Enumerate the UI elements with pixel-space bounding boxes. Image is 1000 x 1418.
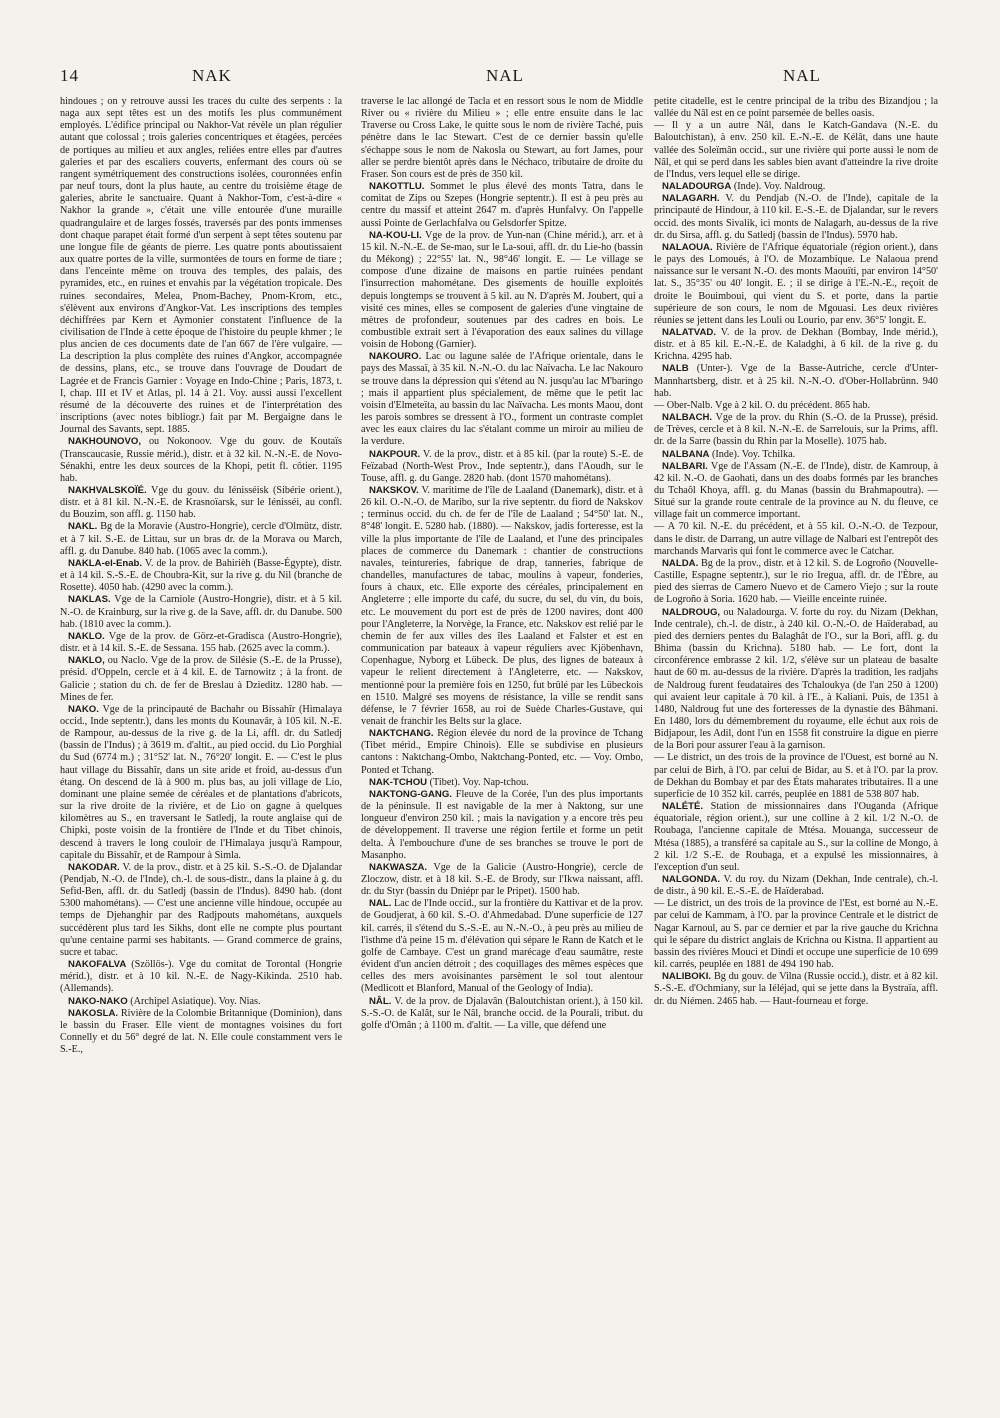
- entry-text: V. de la prov., distr. et à 25 kil. S.-S.-O. de Djalandar (Pendjab, N.-O. de l'Inde), ch.-l. de sous-distr., dans la plaine à g. du Sefid-Ben, affl. dr. du Satledj (bassin de l'Indus). 8490 hab. (dont 5300 mahométans). — C'est une ancienne ville hindoue, occupée au temps de Djehanghir par des Radjpouts mahométans, auxquels succédèrent plus tard les Sikhs, dont elle ne compte plus pourtant qu'une centaine parmi ses habitants. — Grand commerce de grains, sucre et tabac.: [60, 861, 342, 958]
- dictionary-entry: [654, 181, 938, 193]
- entry-headword: NAKO.: [68, 703, 99, 715]
- entry-headword: NALATVAD.: [662, 326, 717, 338]
- entry-text: V. de la prov. de Bahirièh (Basse-Égypte), distr. et à 14 kil. S.-S.-E. de Choubra-Kit, sur la rive g. du Nil (branche de Rosette). 4050 hab. (4290 avec la comm.).: [60, 557, 342, 594]
- dictionary-entry: [361, 96, 643, 181]
- entry-text: Vge de la prov. de Yun-nan (Chine mérid.), arr. et à 15 kil. N.-N.-E. de Se-mao, sur le La-soui, affl. dr. du Lie-ho (bassin du Mékong) ; 22°55' lat. N., 98°46' longit. E. — Le village se compose d'une dizaine de maisons en partie ruinées pendant l'insurrection mahométane. Des gisements de houille exploités depuis longtemps se trouvent à 5 kil. au N. D'après M. Joubert, qui a visité ces mines, elles se composent de galeries d'une vingtaine de mètres de profondeur, soutenues par des cadres en bois. Le combustible extrait sert à l'évaporation des eaux salines du village voisin de Hobong (Garnier).: [361, 229, 643, 351]
- entry-text: Vge de la prov. du Rhin (S.-O. de la Prusse), présid. de Trèves, cercle et à 8 kil. N.-N.-E. de Sarrelouis, sur la Prims, affl. dr. de la Sarre (bassin du Rhin par la Moselle). 1075 hab.: [654, 412, 938, 448]
- dictionary-entry: [361, 777, 643, 789]
- dictionary-entry: [361, 862, 643, 898]
- entry-text: V. de la prov. de Dekhan (Bombay, Inde mérid.), distr. et à 85 kil. E.-N.-E. de Kaladghi, à 6 kil. de la rive g. du Krichna. 4295 hab.: [654, 326, 938, 363]
- running-head-center: NAL: [486, 66, 524, 85]
- entry-text: (Inde). Voy. Naldroug.: [733, 181, 826, 193]
- dictionary-entry: [60, 996, 342, 1008]
- entry-headword: NAKODAR.: [68, 861, 120, 873]
- entry-headword: NAKLO,: [68, 655, 105, 667]
- dictionary-entry: [654, 193, 938, 242]
- entry-text: V. de la prov. de Djalavân (Baloutchistan orient.), à 150 kil. S.-S.-O. de Kalât, sur le Nâl, branche occid. de la Pourali, tribut. du golfe d'Omân ; à 1100 m. d'altit. — La ville, que défend une: [361, 995, 643, 1031]
- entry-text: ou Nokonoov. Vge du gouv. de Koutaïs (Transcaucasie, Russie mérid.), distr. et à 32 kil. N.-N.-E. de Novo-Sénakhi, entre les deux sources de la Khopi, petit fl. côtier. 1195 hab.: [60, 436, 342, 484]
- dictionary-entry: [60, 655, 342, 704]
- dictionary-entry: [654, 242, 938, 327]
- entry-headword: NAKLO.: [68, 630, 105, 642]
- entry-text: Lac de l'Inde occid., sur la frontière du Kattivar et de la prov. de Goudjerat, à 60 kil. S.-O. d'Ahmedabad. D'une superficie de 127 kil. carrés, il s'étend du S.-S.-E. au N.-N.-O., à peu près au milieu de l'isthme d'à peine 15 m. d'élévation qui sépare le Rann de Katch et le golfe de Cambaye. C'est un grand marécage d'eau saumâtre, reste évident d'un ancien détroit ; des coquillages des mêmes espèces que celles des mers avoisinantes parsèment le sol tout alentour (Medlicott et Blanford, Manual of the Geology of India).: [361, 898, 643, 995]
- dictionary-entry: [60, 521, 342, 557]
- text-column-2: [361, 96, 643, 1408]
- entry-headword: NÂL.: [369, 995, 392, 1007]
- entry-text: — Il y a un autre Nâl, dans le Katch-Gandava (N.-E. du Baloutchistan), à env. 250 kil. E.-N.-E. de Kélât, dans une haute vallée des Soleïmân occid., sur une rivière qui porte aussi le nom de Nâl, et qui se perd dans les sables bien avant d'atteindre la rive droite de l'Indus, vers lequel elle se dirige.: [654, 120, 938, 180]
- dictionary-entry: [654, 898, 938, 971]
- dictionary-entry: [654, 752, 938, 801]
- entry-headword: NALIBOKI.: [662, 971, 712, 983]
- entry-headword: NALBACH.: [662, 412, 713, 424]
- entry-headword: NALDROUG,: [662, 606, 721, 618]
- entry-headword: NA-KOU-LI.: [369, 229, 422, 241]
- entry-headword: NAKOURO.: [369, 351, 422, 363]
- dictionary-entry: [654, 120, 938, 181]
- entry-headword: NAKHVALSKOÏÉ.: [68, 485, 147, 496]
- dictionary-entry: [654, 558, 938, 607]
- dictionary-entry: [654, 801, 938, 874]
- entry-text: — Le district, un des trois de la province de l'Est, est borné au N.-E. par celui de Kammam, à l'O. par la province Centrale et le district de Nagar Karnoul, au S. par ce dernier et par la rive gauche du Krichna qui le sépare du district anglais de Krichna ou Kistna. Il appartient au bassin des rivières Mouci et Dindi et occupe une superficie de 10 699 kil. carrés, peuplée en 1881 de 494 190 hab.: [654, 898, 938, 971]
- entry-headword: NAKLAS.: [68, 594, 111, 606]
- dictionary-entry: [654, 96, 938, 120]
- entry-text: Rivière de la Colombie Britannique (Dominion), dans le bassin du Fraser. Elle vient de montagnes voisines du fort Connelly et du 56° degré de lat. N. Elle coule constamment vers le S.-E.,: [60, 1007, 342, 1056]
- entry-text: (Tibet). Voy. Nap-tchou.: [429, 776, 529, 788]
- entry-headword: NAKO-NAKO: [68, 995, 128, 1007]
- entry-text: — Le district, un des trois de la province de l'Ouest, est borné au N. par celui de Birh, à l'O. par celui de Bidar, au S. et à l'O. par la prov. de Dekhan du Bombay et par des États maharates tributaires. Il a une superficie de 10 352 kil. carrés, peuplée en 1881 de 538 807 hab.: [654, 752, 938, 800]
- entry-text: traverse le lac allongé de Tacla et en ressort sous le nom de Middle River ou « rivière du Milieu » ; elle entre ensuite dans le lac Traverse ou Cross Lake, le quitte sous le nom de rivière Taché, puis pénètre dans le lac Stewart. C'est de ce dernier bassin qu'elle s'échappe sous le nom de Nakosla ou Stewart, au fort James, pour aller se perdre bientôt après dans le Néchaco, tributaire de droite du Fraser. Son cours est de près de 350 kil.: [361, 96, 643, 180]
- dictionary-entry: [60, 594, 342, 630]
- dictionary-entry: [654, 874, 938, 898]
- entry-headword: NAL.: [369, 898, 392, 910]
- entry-headword: NALBARI.: [662, 460, 708, 472]
- entry-text: Rivière de l'Afrique équatoriale (région orient.), dans le pays des Lomoués, à l'O. de Mozambique. Le Nalaoua prend naissance sur le versant N.-O. des monts Maouïti, par environ 14°50' lat. S., 35°35' ou 40' longit. E. ; il se dirige à l'E.-N.-E., reçoit de droite le Bouimboui, qui vient du S. et porte, dans la partie supérieure de son cours, le nom de Mgouasi. Les deux rivières réunies se jettent dans les Louli ou Lourio, par env. 36°5' longit. E.: [654, 241, 938, 326]
- dictionary-entry: [361, 789, 643, 862]
- entry-text: Bg de la Moravie (Austro-Hongrie), cercle d'Olmütz, distr. et à 7 kil. S.-E. de Littau, sur un bras dr. de la Morava ou March, affl. g. du Danube. 840 hab. (1065 avec la comm.).: [60, 521, 342, 557]
- dictionary-entry: [654, 971, 938, 1007]
- entry-headword: NALDA.: [662, 557, 699, 569]
- dictionary-entry: [60, 96, 342, 436]
- entry-text: Lac ou lagune salée de l'Afrique orientale, dans le pays des Massaï, à 35 kil. N.-N.-O. du lac Naïvacha. Le lac Nakouro se trouve dans la dépression qui s'étend au N. jusqu'au lac M'baringo ; mais il appartient plus spécialement, de même que le petit lac voisin d'Elmeteïta, au bassin du lac Naïvacha. Les monts Maou, dont les parois sombres se dressent à l'O., forment un contraste complet avec les eaux claires du lac s'étalant comme un miroir au milieu de la verdure.: [361, 351, 643, 448]
- entry-text: Sommet le plus élevé des monts Tatra, dans le comitat de Zips ou Szepes (Hongrie septentr.). Il est à peu près au centre du massif et atteint 2647 m. d'après Hunfalvy. On l'appelle aussi Pointe de Gerlachfalva ou Gelsdorfer Spitze.: [361, 181, 643, 229]
- entry-headword: NALÉTÉ.: [662, 801, 704, 813]
- entry-text: Vge de l'Assam (N.-E. de l'Inde), distr. de Kamroup, à 42 kil. N.-O. de Gaohati, dans un des doabs formés par les branches du Tchaôl Khoya, affl. g. du Manas (bassin du Brahmapoutra). — Situé sur la grande route centrale de la province au N. du fleuve, ce village fait un commerce important.: [654, 460, 938, 521]
- dictionary-entry: [60, 959, 342, 995]
- entry-text: (Szöllös-). Vge du comitat de Torontal (Hongrie mérid.), distr. et à 10 kil. N.-E. de Nagy-Kikinda. 2510 hab. (Allemands).: [60, 959, 342, 995]
- entry-text: ou Naladourga. V. forte du roy. du Nizam (Dekhan, Inde centrale), ch.-l. de distr., à 240 kil. O.-N.-O. de Haïderabad, au pied des derniers pentes du Balaghât de l'O., sur la Bori, affl. g. du Bhima (bassin du Krichna). 5180 hab. — Le fort, dont la circonférence embrasse 2 kil. 1/2, s'élève sur un plateau de basalte haut de 60 m. au-dessus de la rivière. D'après la tradition, les radjahs de Naldroug furent feudataires des Tchaloukya (de l'an 250 à 1200) qui avaient leur capitale à 70 kil. à l'E., à Kaliani. Puis, de 1351 à 1480, Naldroug fut une des forteresses de la dynastie des Bâhmani. En 1480, lors du démembrement du royaume, elle échut aux rois de Bidjapour, les Adil, dont l'un en 1558 fit construire la digue en pierre de la Bori pour assurer l'eau à la garnison.: [654, 606, 938, 752]
- dictionary-entry: [60, 704, 342, 862]
- dictionary-entry: [361, 996, 643, 1032]
- entry-text: Bg de la prov., distr. et à 12 kil. S. de Logroño (Nouvelle-Castille, Espagne septentr.), sur le rio Iregua, affl. dr. de l'Èbre, au pied des sierras de Camero Nuevo et de Camero Viejo ; sur la route de Logroño à Soria. 1620 hab. — Vieille enceinte ruinée.: [654, 557, 938, 606]
- entry-headword: NAKLA-el-Enab.: [68, 557, 143, 569]
- entry-headword: NAKSKOV.: [369, 485, 419, 496]
- entry-headword: NALGONDA.: [662, 874, 721, 885]
- entry-text: (Unter-). Vge de la Basse-Autriche, cercle d'Unter-Mannhartsberg, distr. et à 25 kil. N.-N.-O. d'Ober-Hollabrünn. 940 hab.: [654, 363, 938, 399]
- dictionary-entry: [654, 412, 938, 448]
- entry-headword: NAKL.: [68, 521, 98, 533]
- dictionary-entry: [654, 363, 938, 399]
- dictionary-entry: [60, 558, 342, 594]
- entry-text: Région élevée du nord de la province de Tchang (Tibet mérid., Empire Chinois). Elle se subdivise en plusieurs cantons : Naktchang-Ombo, Naktchang-Ponted, etc. — Voy. Ombo, Ponted et Tchang.: [361, 728, 643, 776]
- dictionary-entry: [654, 461, 938, 522]
- entry-headword: NAKOTTLU.: [369, 181, 425, 193]
- entry-text: V. du Pendjab (N.-O. de l'Inde), capitale de la principauté de Hindour, à 110 kil. E.-S.-E. de Djalandar, sur le revers occid. des monts Sivalik, ici monts de Nalagarh, au-dessus de la rive dr. du Sirsa, affl. g. du Satledj (bassin de l'Indus). 5970 hab.: [654, 193, 938, 241]
- page-number: 14: [60, 66, 79, 85]
- dictionary-entry: [654, 607, 938, 753]
- entry-text: petite citadelle, est le centre principal de la tribu des Bizandjou ; la vallée du Nâl est en ce point parsemée de belles oasis.: [654, 96, 938, 120]
- dictionary-entry: [60, 436, 342, 485]
- entry-headword: NAKHOUNOVO,: [68, 436, 142, 448]
- entry-text: — A 70 kil. N.-E. du précédent, et à 55 kil. O.-N.-O. de Tezpour, dans le distr. de Darrang, un autre village de Nalbari est l'entrepôt des marchands Marvaris qui font le commerce avec le Catchar.: [654, 521, 938, 557]
- entry-text: Fleuve de la Corée, l'un des plus importants de la péninsule. Il est navigable de la mer à Naktong, sur une longueur d'environ 250 kil. ; mais la navigation y a encore très peu de développement. Il traverse une région fertile et forme un petit delta. À l'embouchure d'une de ses branches se trouve le port de Masanpho.: [361, 788, 643, 861]
- dictionary-entry: [654, 327, 938, 363]
- entry-text: hindoues ; on y retrouve aussi les traces du culte des serpents : la naga aux sept têtes est un des motifs les plus communément employés. L'édifice principal ou Nakhor-Vat révèle un plan régulier autant que colossal ; trois galeries concentriques et étagées, percées de portiques au milieu et aux angles, reliées entre elles par d'autres galeries et par des escaliers couverts, enfermant des cours où se rangent symétriquement des constructions isolées, couronnées enfin par neuf tours, dont la plus haute, au centre du troisième étage de galeries, abrite le sanctuaire. Quant à Nakhor-Tom, c'est-à-dire « Nakhor la grande », c'était une ville entourée d'une muraille quadrangulaire et de larges fossés, traversés par des ponts immenses dont chaque parapet était formé d'un serpent à sept têtes soutenu par une longue file de géants de pierre. Les quatre ponts aboutissaient aux quatre portes de la ville, surmontées de tours en forme de tiare ; dans l'enceinte même on trouva des temples, des palais, des pyramides, etc., en ruines et envahis par la végétation tropicale. Des ruines secondaires, Melea, Pnom-Bachey, Pnom-Krom, etc., s'élèvent aux environs d'Angkor-Vat. Les inscriptions des temples déchiffrées par Kern et Aymonier constatent l'influence de la civilisation de l'Inde à cette époque de l'histoire du peuple khmer ; le plus ancien de ces documents date de l'an 667 de l'ère vulgaire. — La description la plus complète des ruines d'Angkor, accompagnée de dessins, plans, etc., se trouve dans l'ouvrage de Doudart de Lagrée et de Francis Garnier : Voyage en Indo-Chine ; Paris, 1873, t. I, chap. III et IV et Atlas, pl. 14 à 21. Voy. aussi aussi l'excellent résumé de la découverte des ruines et de l'interprétation des inscriptions (avec notes bibliogr.) fait par M. Bergaigne dans le Journal des Savants, sept. 1885.: [60, 96, 342, 436]
- entry-text: V. de la prov., distr. et à 85 kil. (par la route) S.-E. de Feïzabad (North-West Prov., Inde septentr.), dans l'Aoudh, sur le Touse, affl. g. du Gange. 2820 hab. (dont 1570 mahométans).: [361, 448, 643, 484]
- entry-headword: NALBANA: [662, 448, 710, 460]
- text-column-3: [654, 96, 938, 1408]
- dictionary-entry: [361, 485, 643, 728]
- entry-text: ou Naclo. Vge de la prov. de Silésie (S.-E. de la Prusse), présid. d'Oppeln, cercle et à 4 kil. E. de Tarnowitz ; à la front. de Galicie ; station du ch. de fer de Breslau à Dzieditz. 1280 hab. — Mines de fer.: [60, 655, 342, 703]
- entry-text: (Archipel Asiatique). Voy. Nias.: [130, 995, 261, 1007]
- dictionary-entry: [654, 449, 938, 461]
- entry-text: Vge du gouv. du Iénisséisk (Sibérie orient.), distr. et à 81 kil. N.-N.-E. de Krasnoïarsk, sur le Iénisséi, au confl. du Bouzim, son affl. g. 1150 hab.: [60, 485, 342, 521]
- entry-text: Bg du gouv. de Vilna (Russie occid.), distr. et à 82 kil. S.-S.-E. d'Ochmiany, sur la Iéléjad, qui se jette dans la Bystraïa, affl. dr. du Niémen. 2465 hab. — Haut-fourneau et forge.: [654, 971, 938, 1007]
- running-head-left: NAK: [192, 66, 232, 85]
- entry-headword: NAKTONG-GANG.: [369, 788, 452, 800]
- entry-text: — Ober-Nalb. Vge à 2 kil. O. du précédent. 865 hab.: [654, 399, 871, 411]
- dictionary-entry: [361, 728, 643, 777]
- dictionary-entry: [361, 230, 643, 352]
- entry-headword: NAKWASZA.: [369, 861, 428, 873]
- dictionary-entry: [60, 485, 342, 521]
- dictionary-entry: [60, 631, 342, 655]
- entry-text: Vge de la Carniole (Austro-Hongrie), distr. et à 5 kil. N.-O. de Krainburg, sur la rive g. de la Save, affl. dr. du Danube. 500 hab. (1810 avec la comm.).: [60, 594, 342, 630]
- entry-headword: NAKPOUR.: [369, 448, 421, 460]
- dictionary-entry: [361, 351, 643, 448]
- entry-text: Vge de la Galicie (Austro-Hongrie), cercle de Zloczow, distr. et à 18 kil. S.-E. de Brody, sur l'Ikwa naissant, affl. dr. du Styr (bassin du Dniépr par le Pripet). 1500 hab.: [361, 861, 643, 898]
- dictionary-entry: [654, 521, 938, 557]
- entry-text: Vge de la principauté de Bachahr ou Bissahîr (Himalaya occid., Inde septentr.), dans les monts du Kounavâr, à 105 kil. N.-E. de Rampour, au-dessus de la rive g. de la Li, affl. dr. du Satledj (bassin de l'Indus) ; à 3619 m. d'altit., au pied occid. du Lio Porghial du Sud (6774 m.) ; 31°52' lat. N., 76°20' longit. E. — C'est le plus haut village du Bissahîr, dans un site aride et froid, au-dessus d'un étang. On descend de là à 900 m. plus bas, au joli village de Lio, dominant une plaine semée de céréales et de plantations d'abricots, sur la rive droite de la rivière, et de Lio on gagne à quelques kilomètres au S., en traversant le Satledj, la route anglaise qui de Chipki, poste voisin de la frontière de l'Inde et du Tibet chinois, descend à travers le long couloir de l'Himalaya jusqu'à Rampour, capitale du Bissahîr, et de Rampour à Simla.: [60, 703, 342, 861]
- dictionary-entry: [361, 449, 643, 485]
- entry-text: V. maritime de l'île de Laaland (Danemark), distr. et à 26 kil. O.-N.-O. de Maribo, sur la rive septentr. du fiord de Nakskov ; terminus occid. du ch. de fer de l'île de Laaland ; 54°50' lat. N., 8°48' longit. E. 5280 hab. (1880). — Nakskov, jadis forteresse, est la ville la plus importante de l'île de Laaland, et l'une des principales places de commerce du Danemark : chantier de constructions navales, teintureries, fabrique de drap, tanneries, fabrique de chandelles, manufactures de tabac, moulins à vapeur, fonderies, fours à chaux, etc. Elle exporte des céréales, principalement en Angleterre ; elle importe du café, du sucre, du sel, du vin, du bois, etc. Le mouvement du port est de près de 1200 navires, dont 400 pour l'Angleterre, la Norvège, la France, etc. Nakskov est relié par le chemin de fer aux villes des îles Laaland et Falster et est en communication par bateaux à vapeur réguliers avec Kjöbenhavn, Copenhague, Nyborg et Lübeck. De plus, des lignes de bateaux à vapeur le relient directement à l'Angleterre, etc. — Nakskov, mentionné pour la première fois en 1250, fut brûlé par les Lübeckois en 1510. Malgré ses moyens de résistance, la ville se rendit sans défense, le 7 février 1658, au roi de Suède Charles-Gustave, qui venait de franchir les Belts sur la glace.: [361, 485, 643, 727]
- dictionary-entry: [361, 181, 643, 230]
- entry-headword: NALADOURGA: [662, 181, 732, 193]
- entry-text: (Inde). Voy. Tchilka.: [711, 448, 796, 460]
- entry-headword: NAKOFALVA: [68, 959, 127, 971]
- entry-headword: NAKTCHANG.: [369, 728, 434, 740]
- running-head-right: NAL: [783, 66, 821, 85]
- entry-headword: NAKOSLA.: [68, 1007, 119, 1019]
- entry-text: Station de missionnaires dans l'Ouganda (Afrique équatoriale, région orient.), sur une colline à 2 kil. 1/2 N.-O. de Roubaga, l'ancienne capitale de Mtésa. Mouanga, successeur de Mtésa (1885), a transféré sa capitale au S., sur la colline de Mongo, à 2 kil. 1/2 S.-E. de Roubaga, et a expulsé les missionnaires, à l'exception d'un seul.: [654, 801, 938, 873]
- entry-headword: NAK-TCHOU: [369, 776, 428, 788]
- dictionary-entry: [654, 400, 938, 412]
- entry-text: V. du roy. du Nizam (Dekhan, Inde centrale), ch.-l. de distr., à 90 kil. E.-S.-E. de Haïderabad.: [654, 874, 938, 898]
- dictionary-entry: [60, 862, 342, 959]
- text-column-1: [60, 96, 342, 1408]
- entry-text: Vge de la prov. de Görz-et-Gradisca (Austro-Hongrie), distr. et à 14 kil. S.-E. de Sessana. 155 hab. (2625 avec la comm.).: [60, 630, 342, 655]
- entry-headword: NALAOUA.: [662, 241, 713, 253]
- entry-headword: NALAGARH.: [662, 193, 720, 205]
- dictionary-entry: [60, 1008, 342, 1057]
- dictionary-entry: [361, 898, 643, 995]
- entry-headword: NALB: [662, 363, 689, 375]
